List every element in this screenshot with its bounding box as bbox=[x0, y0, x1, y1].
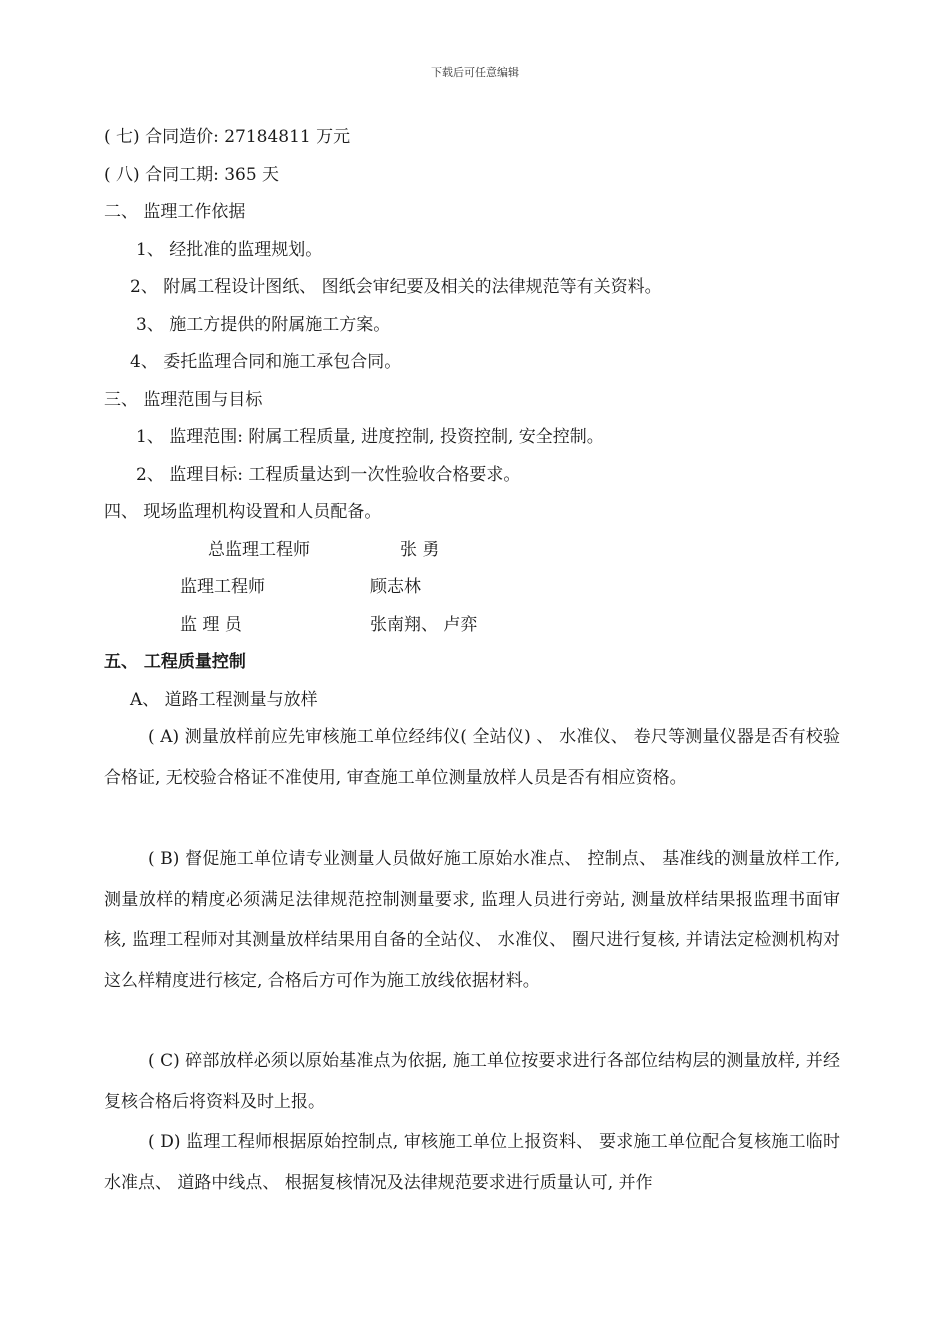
paragraph-a: ( A) 测量放样前应先审核施工单位经纬仪( 全站仪) 、 水准仪、 卷尺等测量仪器是否有校验合格证, 无校验合格证不准使用, 审查施工单位测量放样人员是否有相应资格。 bbox=[104, 727, 840, 788]
staff-name-engineer: 顾志林 bbox=[370, 577, 421, 597]
staff-role-engineer: 监理工程师 bbox=[180, 577, 265, 597]
paragraph-c: ( C) 碎部放样必须以原始基准点为依据, 施工单位按要求进行各部位结构层的测量放样, 并经复核合格后将资料及时上报。 bbox=[104, 1051, 840, 1112]
contract-price-line: ( 七) 合同造价: 27184811 万元 bbox=[104, 127, 351, 147]
paragraph-d: ( D) 监理工程师根据原始控制点, 审核施工单位上报资料、 要求施工单位配合复核施工临时水准点、 道路中线点、 根据复核情况及法律规范要求进行质量认可, 并作 bbox=[104, 1132, 840, 1193]
section-4-heading: 四、 现场监理机构设置和人员配备。 bbox=[104, 502, 382, 522]
paragraph-b: ( B) 督促施工单位请专业测量人员做好施工原始水准点、 控制点、 基准线的测量放样工作, 测量放样的精度必须满足法律规范控制测量要求, 监理人员进行旁站, 测量放样结果报监理书面审核, 监理工程师对其测量放样结果用自备的全站仪、 水准仪、 圈尺进行复核, 并请法定检测机构对这么样精度进行核定, 合格后方可作为施工放线依据材料。 bbox=[104, 849, 840, 991]
page-header: 下载后可任意编辑 bbox=[431, 66, 519, 79]
section-2-item-3: 3、 施工方提供的附属施工方案。 bbox=[136, 315, 391, 335]
section-5-sub-a: A、 道路工程测量与放样 bbox=[130, 690, 318, 710]
section-2-heading: 二、 监理工作依据 bbox=[104, 202, 246, 222]
section-2-item-1: 1、 经批准的监理规划。 bbox=[136, 240, 323, 260]
staff-role-supervisor: 监 理 员 bbox=[180, 615, 242, 635]
section-3-heading: 三、 监理范围与目标 bbox=[104, 390, 263, 410]
staff-name-chief: 张 勇 bbox=[400, 540, 440, 560]
section-2-item-2: 2、 附属工程设计图纸、 图纸会审纪要及相关的法律规范等有关资料。 bbox=[130, 277, 662, 297]
section-5-heading: 五、 工程质量控制 bbox=[104, 652, 246, 672]
section-3-item-2: 2、 监理目标: 工程质量达到一次性验收合格要求。 bbox=[136, 465, 521, 485]
section-3-item-1: 1、 监理范围: 附属工程质量, 进度控制, 投资控制, 安全控制。 bbox=[136, 427, 604, 447]
staff-role-chief: 总监理工程师 bbox=[208, 540, 310, 560]
section-2-item-4: 4、 委托监理合同和施工承包合同。 bbox=[130, 352, 402, 372]
contract-duration-line: ( 八) 合同工期: 365 天 bbox=[104, 165, 280, 185]
staff-name-supervisor: 张南翔、 卢弈 bbox=[370, 615, 478, 635]
